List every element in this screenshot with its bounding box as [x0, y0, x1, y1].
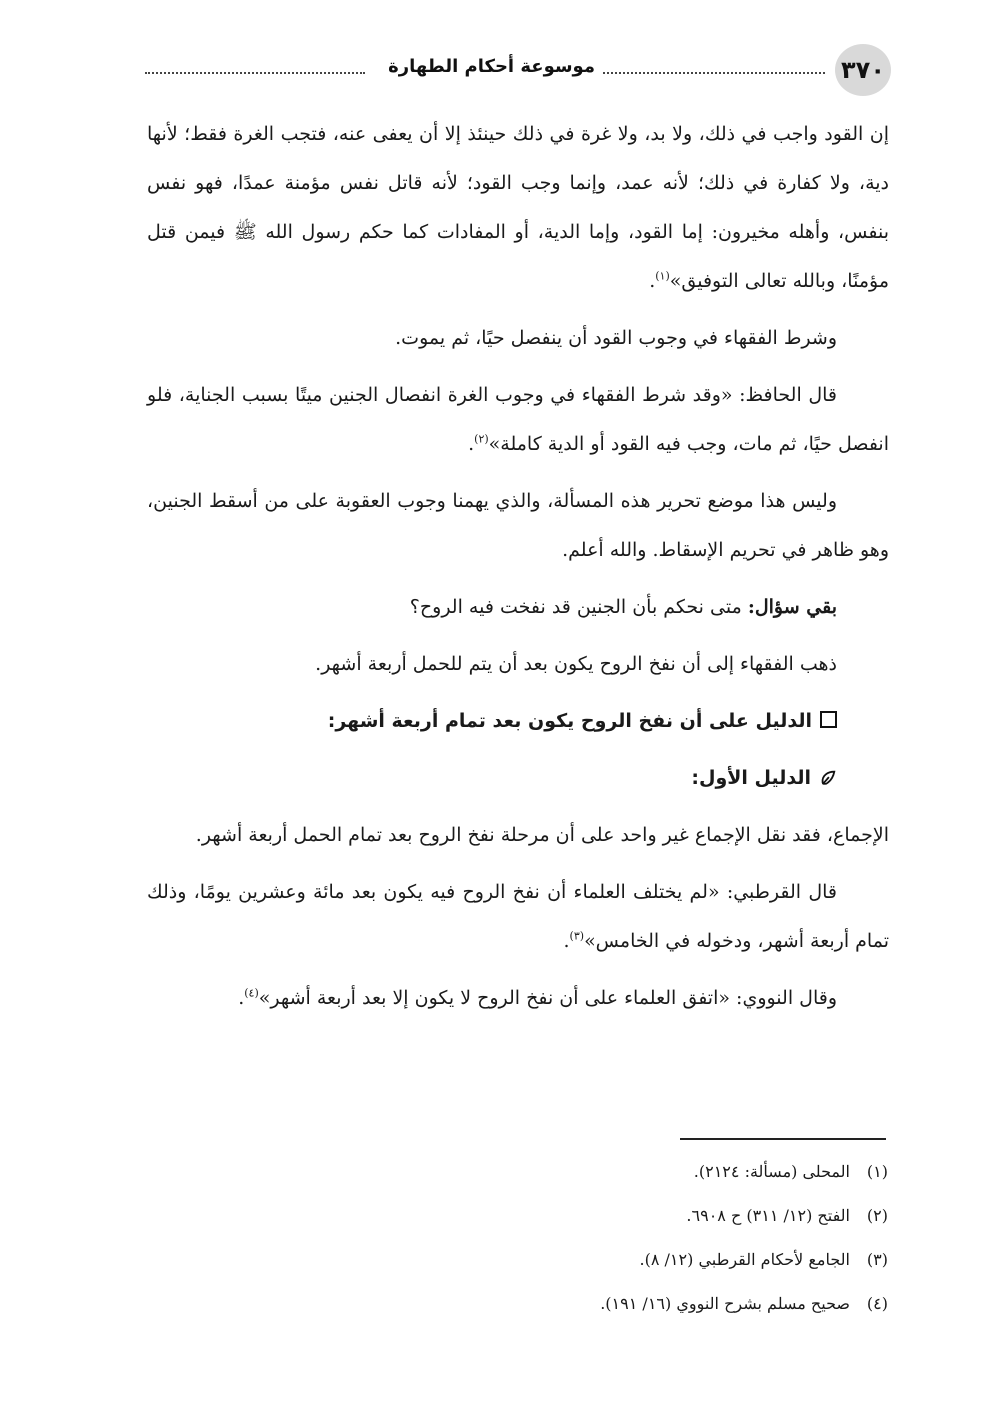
- footnote-ref: (٣): [569, 929, 585, 943]
- footnote-item: [188, 1282, 888, 1326]
- footnote-separator: [680, 1138, 886, 1140]
- footnote-item: [188, 1150, 888, 1194]
- page-number: ٣٧٠: [835, 44, 891, 96]
- header-divider-right: [603, 72, 825, 74]
- footnote-text: صحيح مسلم بشرح النووي (١٦/ ١٩١).: [600, 1294, 850, 1313]
- running-title: موسوعة أحكام الطهارة: [388, 56, 595, 77]
- footnote-ref: (٢): [474, 432, 489, 446]
- paragraph: الإجماع، فقد نقل الإجماع غير واحد على أن مرحلة نفخ الروح بعد تمام الحمل أربعة أشهر.: [195, 824, 889, 846]
- footnote-number: (٢): [866, 1206, 888, 1225]
- paragraph: ذهب الفقهاء إلى أن نفخ الروح يكون بعد أن يتم للحمل أربعة أشهر.: [315, 653, 837, 675]
- footnote-text: الجامع لأحكام القرطبي (١٢/ ٨).: [639, 1250, 850, 1269]
- footnote-number: (٣): [866, 1250, 888, 1269]
- footnote-ref: (١): [655, 269, 670, 283]
- square-bullet-icon: [820, 711, 837, 728]
- question-label: بقي سؤال:: [747, 596, 837, 618]
- section-heading: الدليل على أن نفخ الروح يكون بعد تمام أربعة أشهر:: [147, 697, 889, 746]
- footnote-number: (٤): [866, 1294, 888, 1313]
- leaf-bullet-icon: [819, 769, 837, 787]
- header-divider-left: [145, 72, 365, 74]
- footnote-text: الفتح (١٢/ ٣١١) ح ٦٩٠٨.: [686, 1206, 850, 1225]
- footnote-text: المحلى (مسألة: ٢١٢٤).: [693, 1162, 850, 1181]
- footnote-item: [188, 1194, 888, 1238]
- subsection-heading: الدليل الأول:: [147, 754, 889, 803]
- footnote-item: [188, 1238, 888, 1282]
- paragraph: إن القود واجب في ذلك، ولا بد، ولا غرة في ذلك حينئذ إلا أن يعفى عنه، فتجب الغرة فقط؛ لأنها دية، ولا كفارة في ذلك؛ لأنه عمد، وإنما وجب القود؛ لأنه قاتل نفس مؤمنة عمدًا، فهو نفس بنفس، وأهله مخيرون: إما القود، وإما الدية، أو المفادات كما حكم رسول الله ﷺ فيمن قتل مؤمنًا، وبالله تعالى التوفيق»$^{(١)}$.: [147, 123, 889, 292]
- footnotes: [188, 1150, 888, 1326]
- footnote-number: (١): [866, 1162, 888, 1181]
- footnote-ref: (٤): [244, 986, 259, 1000]
- paragraph: وشرط الفقهاء في وجوب القود أن ينفصل حيًا، ثم يموت.: [395, 327, 837, 349]
- paragraph: قال القرطبي: «لم يختلف العلماء أن نفخ الروح فيه يكون بعد مائة وعشرين يومًا، وذلك تمام أربعة أشهر، ودخوله في الخامس»$^{(٣)}$.: [147, 881, 889, 952]
- main-text: [147, 110, 889, 1031]
- paragraph: وليس هذا موضع تحرير هذه المسألة، والذي يهمنا وجوب العقوبة على من أسقط الجنين، وهو ظاهر في تحريم الإسقاط. والله أعلم.: [147, 490, 889, 561]
- paragraph: وقال النووي: «اتفق العلماء على أن نفخ الروح لا يكون إلا بعد أربعة أشهر»$^{(٤)}$.: [238, 986, 837, 1009]
- paragraph: بقي سؤال: متى نحكم بأن الجنين قد نفخت فيه الروح؟: [409, 596, 837, 618]
- page-header: [145, 44, 891, 100]
- paragraph: قال الحافظ: «وقد شرط الفقهاء في وجوب الغرة انفصال الجنين ميتًا بسبب الجناية، فلو انفصل حيًا، ثم مات، وجب فيه القود أو الدية كاملة»$^{(٢)}$.: [147, 384, 889, 455]
